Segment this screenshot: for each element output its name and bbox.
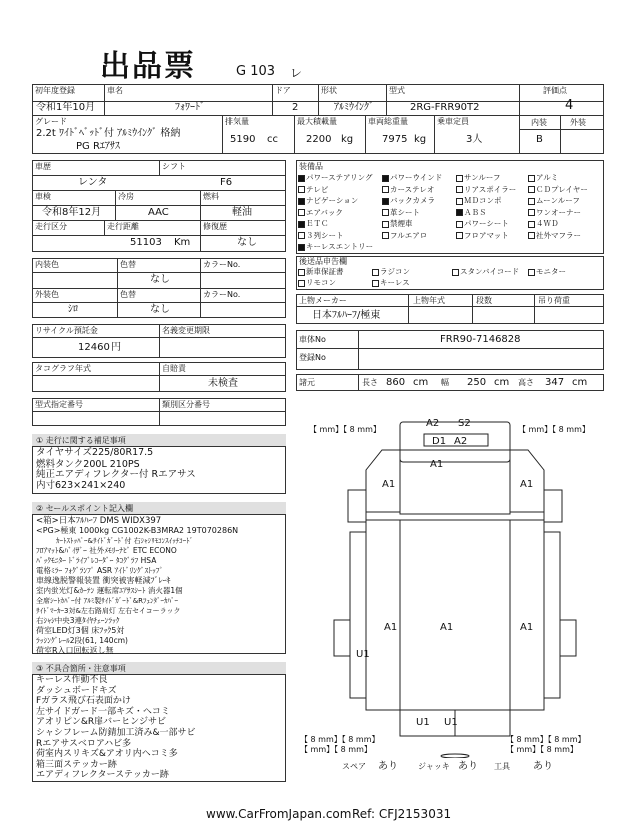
displacement-unit: cc [267, 134, 278, 145]
unchecked-box-icon [528, 198, 535, 205]
history-label: 車歴 [35, 162, 51, 171]
damage-mark: U1 [444, 717, 458, 728]
damage-mark: U1 [416, 717, 430, 728]
dims-length-label: 長さ [362, 378, 378, 387]
notes3-line: Fガラス飛び石表面かけ [36, 696, 131, 707]
max-load-unit: kg [341, 134, 354, 145]
unchecked-box-icon [528, 232, 535, 239]
recycle-value: 12460 [78, 342, 110, 353]
jack-label: ジャッキ [418, 762, 450, 771]
unchecked-box-icon [452, 269, 459, 276]
dims-height-label: 高さ [518, 378, 534, 387]
equipment-option [528, 219, 559, 229]
equipment-option-label: キーレスエントリー [306, 242, 374, 251]
notes1-line: 内寸623×241×240 [36, 479, 126, 491]
shape-value: ｱﾙﾐｳｲﾝｸﾞ [334, 102, 374, 113]
gross-weight-unit: kg [414, 134, 427, 145]
equipment-option [456, 208, 487, 218]
equipment-option-label: テレビ [306, 184, 329, 194]
model-value: 2RG-FRR90T2 [410, 102, 480, 113]
equipment-option-label: ムーンルーフ [536, 196, 580, 205]
notes2-line: ｻｲﾄﾞﾏｰｶｰ3対&左右路肩灯 左右セイコーラック [36, 607, 181, 615]
damage-mark: S2 [458, 418, 471, 429]
damage-mark: A2 [426, 418, 440, 429]
checked-box-icon [298, 244, 305, 251]
equipment-option [298, 208, 343, 218]
damage-mark: U1 [356, 649, 370, 660]
right-side-panel-detail [544, 532, 560, 698]
equipment-option [382, 231, 427, 241]
equipment-option-label: フルエアロ [390, 230, 428, 240]
dims-label: 諸元 [299, 378, 315, 387]
equipment-option [528, 185, 588, 195]
mileage-label: 走行距離 [107, 222, 139, 231]
equipment-option [298, 242, 373, 252]
notes3-line: 荷室内スリキズ&アオリ内ヘコミ多 [36, 749, 178, 760]
tools-value: あり [533, 761, 553, 772]
equipment-option-label: パワーステアリング [306, 173, 373, 182]
unchecked-box-icon [528, 209, 535, 216]
int-color-code-label: カラーNo. [203, 260, 241, 269]
equipment-option-label: パワーウインド [390, 173, 443, 182]
unchecked-box-icon [298, 232, 305, 239]
aftermarket-option [528, 267, 566, 277]
door-label: ドア [275, 86, 291, 95]
equipment-option [298, 185, 328, 195]
cargo-box-right-side [510, 520, 544, 710]
ext-color-label: 外装色 [35, 290, 59, 299]
jack-value: あり [458, 761, 478, 772]
tread-top-left: 【 mm】【 8 mm】 [309, 425, 381, 434]
grade-line1: 2.2t ﾜｲﾄﾞﾍﾞｯﾄﾞ付 ｱﾙﾐｳｲﾝｸﾞ 格納 [36, 128, 181, 139]
displacement-label: 排気量 [225, 117, 249, 126]
tread-bottom-left-2: 【 mm】【 8 mm】 [300, 745, 372, 754]
equipment-option-label: ＥＴＣ [306, 219, 329, 228]
footer-ref: Ref: CFJ2153031 [352, 807, 452, 821]
capacity-label: 乗車定員 [437, 117, 469, 126]
tacho-label: タコグラフ年式 [35, 364, 91, 373]
aftermarket-option [372, 267, 410, 277]
notes1-line: タイヤサイズ225/80R17.5 [36, 447, 154, 458]
notes2-line: <箱>日本ﾌﾙﾊｰﾌ DMS WIDX397 [36, 516, 162, 526]
notes2-line: <PG>極東 1000kg CG1002K-B3MRA2 19T070286N [36, 526, 239, 535]
chassis-value: FRR90-7146828 [440, 334, 521, 345]
shape-label: 形状 [321, 86, 337, 95]
checked-box-icon [298, 175, 305, 182]
damage-mark: A1 [520, 479, 534, 490]
chassis-label: 車体No [299, 335, 326, 344]
rear-right-wheel [560, 620, 576, 656]
insurance-label: 自賠責 [162, 364, 186, 373]
aftermarket-option [298, 267, 344, 277]
equipment-option-label: ４ＷＤ [536, 219, 559, 228]
notes3-title: ③ 不具合箇所・注意事項 [36, 664, 126, 673]
mileage-class-label: 走行区分 [35, 222, 67, 231]
class-no-label: 類別区分番号 [162, 400, 210, 409]
aftermarket-option [372, 278, 410, 288]
spare-value: あり [378, 761, 398, 772]
dims-width-unit: cm [494, 377, 510, 388]
dims-length-unit: cm [413, 377, 429, 388]
notes2-line: ﾌﾛｱﾏｯﾄ&ﾊﾞｲｻﾞｰ 社外ﾒﾓﾘｰﾅﾋﾞ ETC ECONO [36, 546, 177, 555]
front-right-wheel [544, 490, 562, 522]
cab-top [400, 450, 510, 514]
checked-box-icon [298, 221, 305, 228]
upper-hoist-label: 吊り荷重 [538, 296, 570, 305]
notes1-line: 燃料タンク200L 210PS [36, 458, 140, 470]
mileage-unit: Km [174, 237, 191, 248]
car-name-value: ﾌｫﾜｰﾄﾞ [175, 102, 205, 113]
unchecked-box-icon [456, 186, 463, 193]
gross-weight-label: 車両総重量 [368, 117, 408, 126]
recycle-label: リサイクル預託金 [35, 326, 98, 335]
unchecked-box-icon [298, 280, 305, 287]
footer-site[interactable]: www.CarFromJapan.com [206, 807, 352, 821]
aftermarket-option-label: リモコン [306, 278, 336, 287]
equipment-title: 装備品 [299, 162, 323, 171]
cargo-box-left-side [366, 520, 400, 710]
aftermarket-option-label: キーレス [380, 278, 410, 287]
notes2-line: 車線逸脱警報装置 衝突被害軽減ﾌﾞﾚｰｷ [36, 576, 171, 585]
equipment-option [382, 208, 420, 218]
dims-height-value: 347 [545, 377, 565, 388]
unchecked-box-icon [456, 232, 463, 239]
type-no-label: 型式指定番号 [35, 400, 83, 409]
equipment-option [456, 185, 516, 195]
unchecked-box-icon [456, 198, 463, 205]
equipment-option [298, 219, 329, 229]
rear-left-wheel [334, 620, 350, 656]
equipment-option-label: ＭＤコンポ [464, 196, 502, 205]
aftermarket-title: 後送品申告欄 [299, 257, 347, 266]
truck-damage-diagram [296, 420, 604, 758]
damage-mark: A2 [454, 436, 468, 447]
notes3-line: キーレス作動不良 [36, 675, 108, 685]
equipment-option-label: エアバック [306, 207, 343, 217]
repair-value: なし [237, 237, 257, 248]
reg-label: 登録No [299, 353, 326, 362]
repair-label: 修復歴 [203, 222, 227, 231]
int-color-label: 内装色 [35, 260, 59, 269]
unchecked-box-icon [382, 221, 389, 228]
notes3-line: Rエアサスベロアハビ多 [36, 738, 132, 749]
aftermarket-option [452, 267, 519, 277]
history-value: レンタ [78, 177, 108, 188]
unchecked-box-icon [528, 221, 535, 228]
equipment-option [528, 208, 581, 218]
equipment-option-label: ３列シート [306, 230, 344, 240]
fuel-value: 軽油 [232, 207, 252, 218]
int-color-change-label: 色替 [120, 260, 136, 269]
door-value: 2 [292, 102, 299, 113]
tread-top-right: 【 mm】【 8 mm】 [518, 425, 590, 434]
grade-label: グレード [35, 117, 67, 126]
gross-weight-value: 7975 [382, 134, 408, 145]
equipment-option-label: パワーシート [464, 219, 509, 228]
equipment-option-label: リアスポイラー [464, 184, 517, 194]
equipment-option [382, 185, 434, 195]
dims-length-value: 860 [386, 377, 406, 388]
equipment-option [298, 196, 358, 206]
grade-point-label: 評価点 [543, 86, 567, 95]
page-title: 出品票 [100, 49, 196, 84]
equipment-option-label: ワンオーナー [536, 207, 581, 217]
equipment-option-label: 社外マフラー [536, 230, 581, 240]
notes2-line: 荷室LED灯3個 床ﾌｯｸ5対 [36, 626, 125, 635]
equipment-option-label: サンルーフ [464, 173, 501, 182]
tools-label: 工具 [494, 762, 510, 771]
tread-bottom-left-1: 【 8 mm】【 8 mm】 [300, 735, 380, 744]
displacement-value: 5190 [230, 134, 256, 145]
upper-year-label: 上物年式 [413, 296, 445, 305]
notes2-title: ② セールスポイント記入欄 [36, 504, 133, 513]
equipment-option [298, 173, 373, 183]
dims-height-unit: cm [572, 377, 588, 388]
ac-value: AAC [148, 207, 169, 218]
aftermarket-option [298, 278, 336, 288]
notes2-line: 電格ﾐﾗｰ ﾌｫｸﾞﾗﾝﾌﾟ ASR ｱｲﾄﾞﾘﾝｸﾞｽﾄｯﾌﾟ [36, 566, 164, 575]
notes3-line: ダッシュボードキズ [36, 685, 117, 696]
damage-mark: A1 [430, 459, 444, 470]
notes2-line: 荷室R入口回転返し無 [36, 646, 114, 655]
equipment-option-label: 禁煙車 [390, 219, 413, 228]
insurance-value: 未検査 [208, 378, 238, 389]
notes2-line: ﾗｯｼﾝｸﾞﾚｰﾙ2段(61, 140cm) [36, 636, 128, 645]
cargo-box-top [400, 520, 510, 710]
ext-color-code-label: カラーNo. [203, 290, 241, 299]
notes1-line: 純正エアディフレクター付 Rエアサス [36, 469, 196, 481]
unchecked-box-icon [528, 269, 535, 276]
unchecked-box-icon [528, 186, 535, 193]
equipment-option [382, 196, 435, 206]
recycle-unit: 円 [111, 342, 121, 353]
tread-bottom-right-2: 【 mm】【 8 mm】 [506, 745, 578, 754]
ext-color-change-label: 色替 [120, 290, 136, 299]
lot-suffix: レ [290, 66, 303, 80]
equipment-option-label: ＣＤプレイヤー [536, 184, 588, 194]
equipment-option-label: 革シート [390, 207, 420, 217]
spare-wheel [441, 754, 469, 758]
grade-line2: PG Rｴｱｻｽ [76, 141, 120, 152]
equipment-option-label: ＡＢＳ [464, 207, 487, 217]
name-change-label: 名義変更期限 [162, 326, 210, 335]
notes3-lines [36, 675, 195, 781]
fuel-label: 燃料 [203, 192, 219, 201]
equipment-option-label: アルミ [536, 173, 559, 182]
unchecked-box-icon [298, 269, 305, 276]
shift-label: シフト [162, 162, 186, 171]
inspection-value: 令和8年12月 [42, 207, 102, 218]
front-left-wheel [348, 490, 366, 522]
exterior-label: 外装 [570, 118, 586, 127]
checked-box-icon [382, 175, 389, 182]
lot-code: G 103 [236, 64, 276, 79]
aftermarket-option-label: スタンバイコード [460, 267, 520, 276]
damage-mark: A1 [520, 622, 534, 633]
unchecked-box-icon [382, 232, 389, 239]
notes3-line: 左サイドガード一部キズ・ヘコミ [36, 706, 170, 717]
grade-point-value: 4 [565, 98, 574, 113]
first-reg-label: 初年度登録 [35, 86, 75, 95]
tread-bottom-right-1: 【 8 mm】【 8 mm】 [506, 735, 586, 744]
equipment-option-label: ナビゲーション [306, 196, 359, 205]
int-color-change-value: なし [150, 274, 170, 285]
max-load-label: 最大積載量 [297, 117, 337, 126]
equipment-option-label: バックカメラ [390, 196, 435, 205]
unchecked-box-icon [382, 209, 389, 216]
inspection-label: 車検 [35, 192, 51, 201]
damage-mark: A1 [440, 622, 454, 633]
upper-maker-label: 上物メーカー [299, 296, 347, 305]
dims-width-label: 幅 [441, 378, 449, 387]
upper-tier-label: 段数 [476, 296, 492, 305]
unchecked-box-icon [528, 175, 535, 182]
mileage-value: 51103 [130, 237, 162, 248]
notes2-line: 全席ｼｰﾄｶﾊﾞｰ付 ｱﾙﾐ製ｻｲﾄﾞｶﾞｰﾄﾞ&Rﾌｪﾝﾀﾞｰｶﾊﾞｰ [36, 597, 179, 605]
equipment-option [456, 196, 502, 206]
model-label: 型式 [389, 86, 405, 95]
checked-box-icon [298, 198, 305, 205]
notes2-line: ﾊﾞｯｸﾓﾆﾀｰ ﾄﾞﾗｲﾌﾞﾚｺｰﾀﾞｰ ﾀｺｸﾞﾗﾌ HSA [36, 556, 157, 565]
notes1-title: ① 走行に関する補足事項 [36, 436, 126, 445]
first-reg-value: 令和1年10月 [36, 102, 96, 113]
car-name-label: 車名 [107, 86, 123, 95]
notes2-line: ｶｰﾄｽﾄｯﾊﾟｰ&ｻｲﾄﾞｶﾞｰﾄﾞ付 右ｼｬｼﾘﾓｺﾝｽｲｯﾁｺｰﾄﾞ [56, 537, 194, 545]
equipment-option [382, 173, 442, 183]
checked-box-icon [456, 209, 463, 216]
unchecked-box-icon [382, 186, 389, 193]
capacity-value: 3人 [466, 134, 483, 145]
left-side-panel-detail [350, 532, 366, 698]
unchecked-box-icon [456, 221, 463, 228]
equipment-option [528, 231, 581, 241]
checked-box-icon [382, 198, 389, 205]
ac-label: 冷房 [118, 192, 134, 201]
aftermarket-option-label: モニター [536, 267, 566, 276]
shift-value: F6 [220, 177, 233, 188]
unchecked-box-icon [372, 280, 379, 287]
damage-mark: A1 [382, 479, 396, 490]
equipment-option-label: フロアマット [464, 230, 509, 240]
aftermarket-option-label: 新車保証書 [306, 267, 344, 276]
unchecked-box-icon [456, 175, 463, 182]
spare-label: スペア [342, 762, 366, 771]
equipment-option [382, 219, 413, 229]
notes1-lines [36, 447, 196, 491]
interior-label: 内装 [531, 118, 547, 127]
notes2-line: 室内蛍光灯&ｶｰﾃﾝ 運転席ｴｱｻｽｼｰﾄ 消火器1個 [36, 586, 183, 595]
unchecked-box-icon [298, 186, 305, 193]
damage-mark: A1 [384, 622, 398, 633]
ext-color-value: ｼﾛ [68, 304, 78, 315]
max-load-value: 2200 [306, 134, 332, 145]
interior-value: B [536, 134, 543, 145]
equipment-option [456, 173, 501, 183]
notes3-line: シャシフレーム防錆加工済み&一部サビ [36, 727, 196, 738]
equipment-option [298, 231, 344, 241]
notes2-lines [36, 516, 238, 656]
notes2-line: 右ｼｬｼ中央3連ﾀｲﾔﾁｪｰﾝﾗｯｸ [36, 616, 120, 625]
damage-mark: D1 [432, 436, 447, 447]
equipment-option-label: カーステレオ [390, 184, 435, 194]
aftermarket-option-label: ラジコン [380, 267, 410, 276]
ext-color-change-value: なし [150, 304, 170, 315]
equipment-option [528, 196, 580, 206]
unchecked-box-icon [298, 209, 305, 216]
notes3-line: エアディフレクターステッカー跡 [36, 770, 169, 781]
dims-width-value: 250 [467, 377, 487, 388]
notes3-line: アオリピン&R扉バーヒンジサビ [36, 717, 166, 728]
equipment-option [456, 231, 509, 241]
equipment-option [528, 173, 558, 183]
unchecked-box-icon [372, 269, 379, 276]
notes3-line: 箱三面ステッカー跡 [36, 759, 117, 770]
upper-maker-value: 日本ﾌﾙﾊｰﾌ/極東 [312, 310, 381, 321]
equipment-option [456, 219, 509, 229]
